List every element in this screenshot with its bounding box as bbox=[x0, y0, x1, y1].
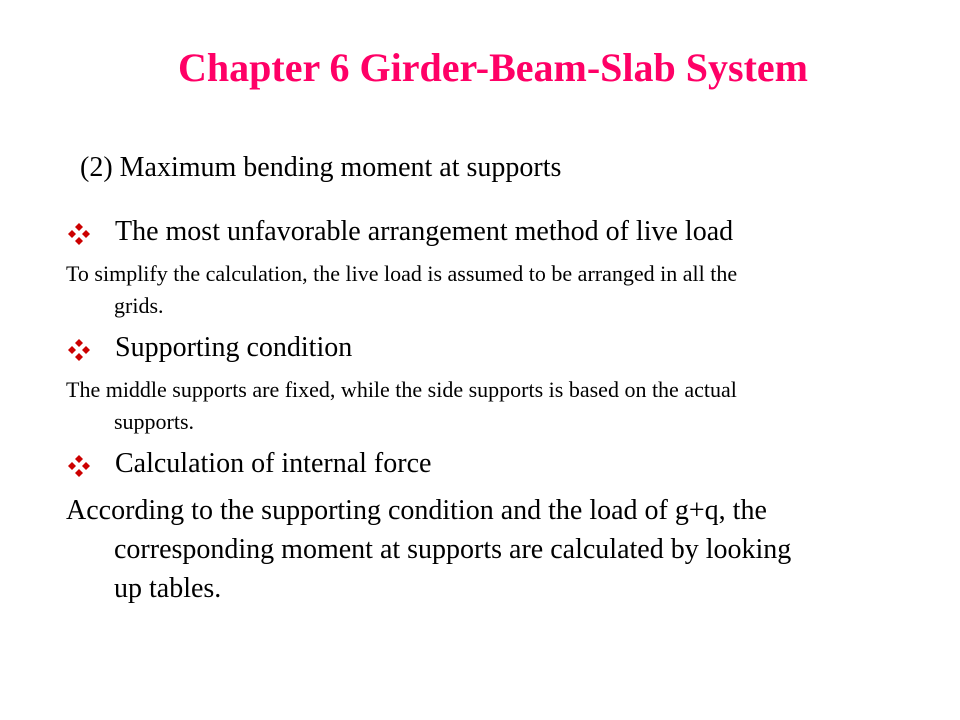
four-diamond-bullet-icon bbox=[68, 339, 90, 361]
body-line: The middle supports are fixed, while the side supports is based on the actual bbox=[66, 377, 737, 402]
bullet-body bbox=[66, 258, 926, 322]
bullet-label: The most unfavorable arrangement method of live load bbox=[115, 216, 734, 247]
bullet-label: Calculation of internal force bbox=[115, 448, 432, 479]
four-diamond-bullet-icon bbox=[68, 223, 90, 245]
bullet-body bbox=[66, 374, 926, 438]
bullet-label: Supporting condition bbox=[115, 332, 353, 363]
body-line: supports. bbox=[114, 409, 195, 434]
body-line: According to the supporting condition and the load of g+q, the bbox=[66, 495, 767, 526]
body-line: grids. bbox=[114, 293, 164, 318]
body-line: To simplify the calculation, the live load is assumed to be arranged in all the bbox=[66, 261, 738, 286]
slide-title: Chapter 6 Girder-Beam-Slab System bbox=[178, 45, 808, 90]
four-diamond-bullet-icon bbox=[68, 455, 90, 477]
body-line: corresponding moment at supports are calculated by looking bbox=[114, 534, 792, 565]
section-subtitle: (2) Maximum bending moment at supports bbox=[80, 152, 562, 183]
bullet-body bbox=[66, 491, 946, 608]
body-line: up tables. bbox=[114, 573, 222, 604]
